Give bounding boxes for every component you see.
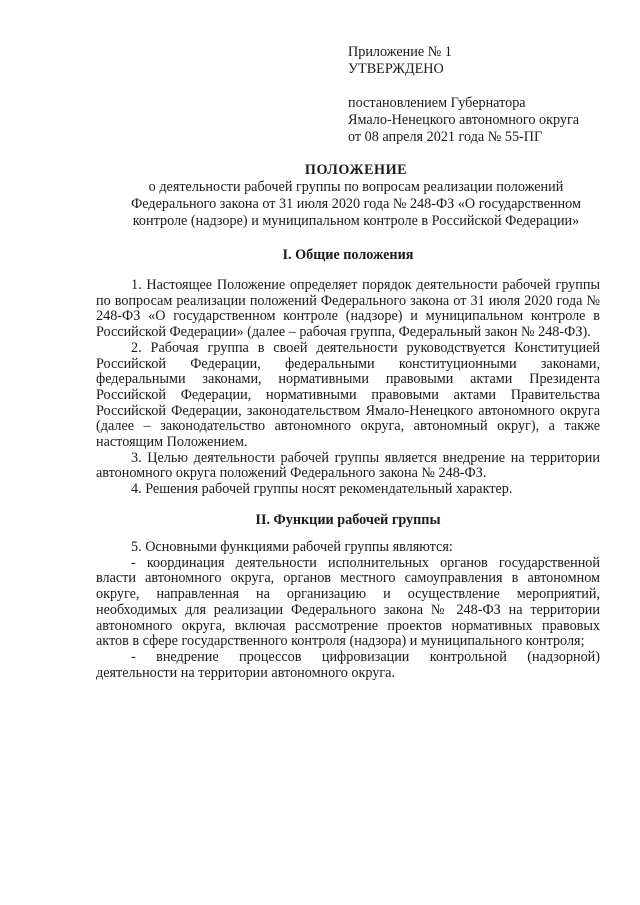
decree-date: от 08 апреля 2021 года № 55-ПГ xyxy=(348,129,543,145)
paragraph-5: 5. Основными функциями рабочей группы являются: xyxy=(131,539,453,555)
section-1-body xyxy=(96,278,600,498)
decree-line: постановлением Губернатора xyxy=(348,95,526,111)
paragraph-3: 3. Целью деятельности рабочей группы является внедрение на территории автономного округа положений Федерального закона № 248-ФЗ. xyxy=(96,449,600,482)
list-item-1: - координация деятельности исполнительных органов государственной власти автономного округа, органов местного самоуправления в автономном округе, направленная на организацию и осуществление мероприятий, необходимых для реализации Федерального закона № 248-ФЗ на территории автономного округа, включая рассмотрение проектов нормативных правовых актов в сфере государственного контроля (надзора) и муниципального контроля; xyxy=(96,554,600,650)
title-line-1: о деятельности рабочей группы по вопросам реализации положений xyxy=(148,179,564,195)
approved-label: УТВЕРЖДЕНО xyxy=(348,61,444,77)
title-line-3: контроле (надзоре) и муниципальном контроле в Российской Федерации» xyxy=(132,213,580,229)
title-line-2: Федерального закона от 31 июля 2020 года № 248-ФЗ «О государственном xyxy=(131,196,581,212)
region-line: Ямало-Ненецкого автономного округа xyxy=(348,112,580,128)
appendix-number: Приложение № 1 xyxy=(348,44,452,60)
paragraph-4: 4. Решения рабочей группы носят рекомендательный характер. xyxy=(131,481,513,498)
paragraph-1: 1. Настоящее Положение определяет порядок деятельности рабочей группы по вопросам реализации положений Федерального закона от 31 июля 2020 года № 248-ФЗ «О государственном контроле (надзоре) и муниципальном контроле в Российской Федерации» (далее – рабочая группа, Федеральный закон № 248-ФЗ). xyxy=(96,277,600,341)
list-item-2: - внедрение процессов цифровизации контрольной (надзорной) деятельности на территории автономного округа. xyxy=(96,648,600,681)
section-1-heading: I. Общие положения xyxy=(282,247,414,263)
document-title xyxy=(96,162,616,230)
approval-block xyxy=(348,44,628,146)
paragraph-2: 2. Рабочая группа в своей деятельности руководствуется Конституцией Российской Федерации, федеральными конституционными законами, федеральными законами, нормативными правовыми актами Президента Российской Федерации, нормативными правовыми актами Правительства Российской Федерации, законодательством Ямало-Ненецкого автономного округа (далее – законодательство автономного округа, автономный округ), а также настоящим Положением. xyxy=(96,339,600,451)
section-2-body xyxy=(96,540,600,681)
title-heading: ПОЛОЖЕНИЕ xyxy=(304,162,408,178)
section-2-heading: II. Функции рабочей группы xyxy=(255,512,441,528)
